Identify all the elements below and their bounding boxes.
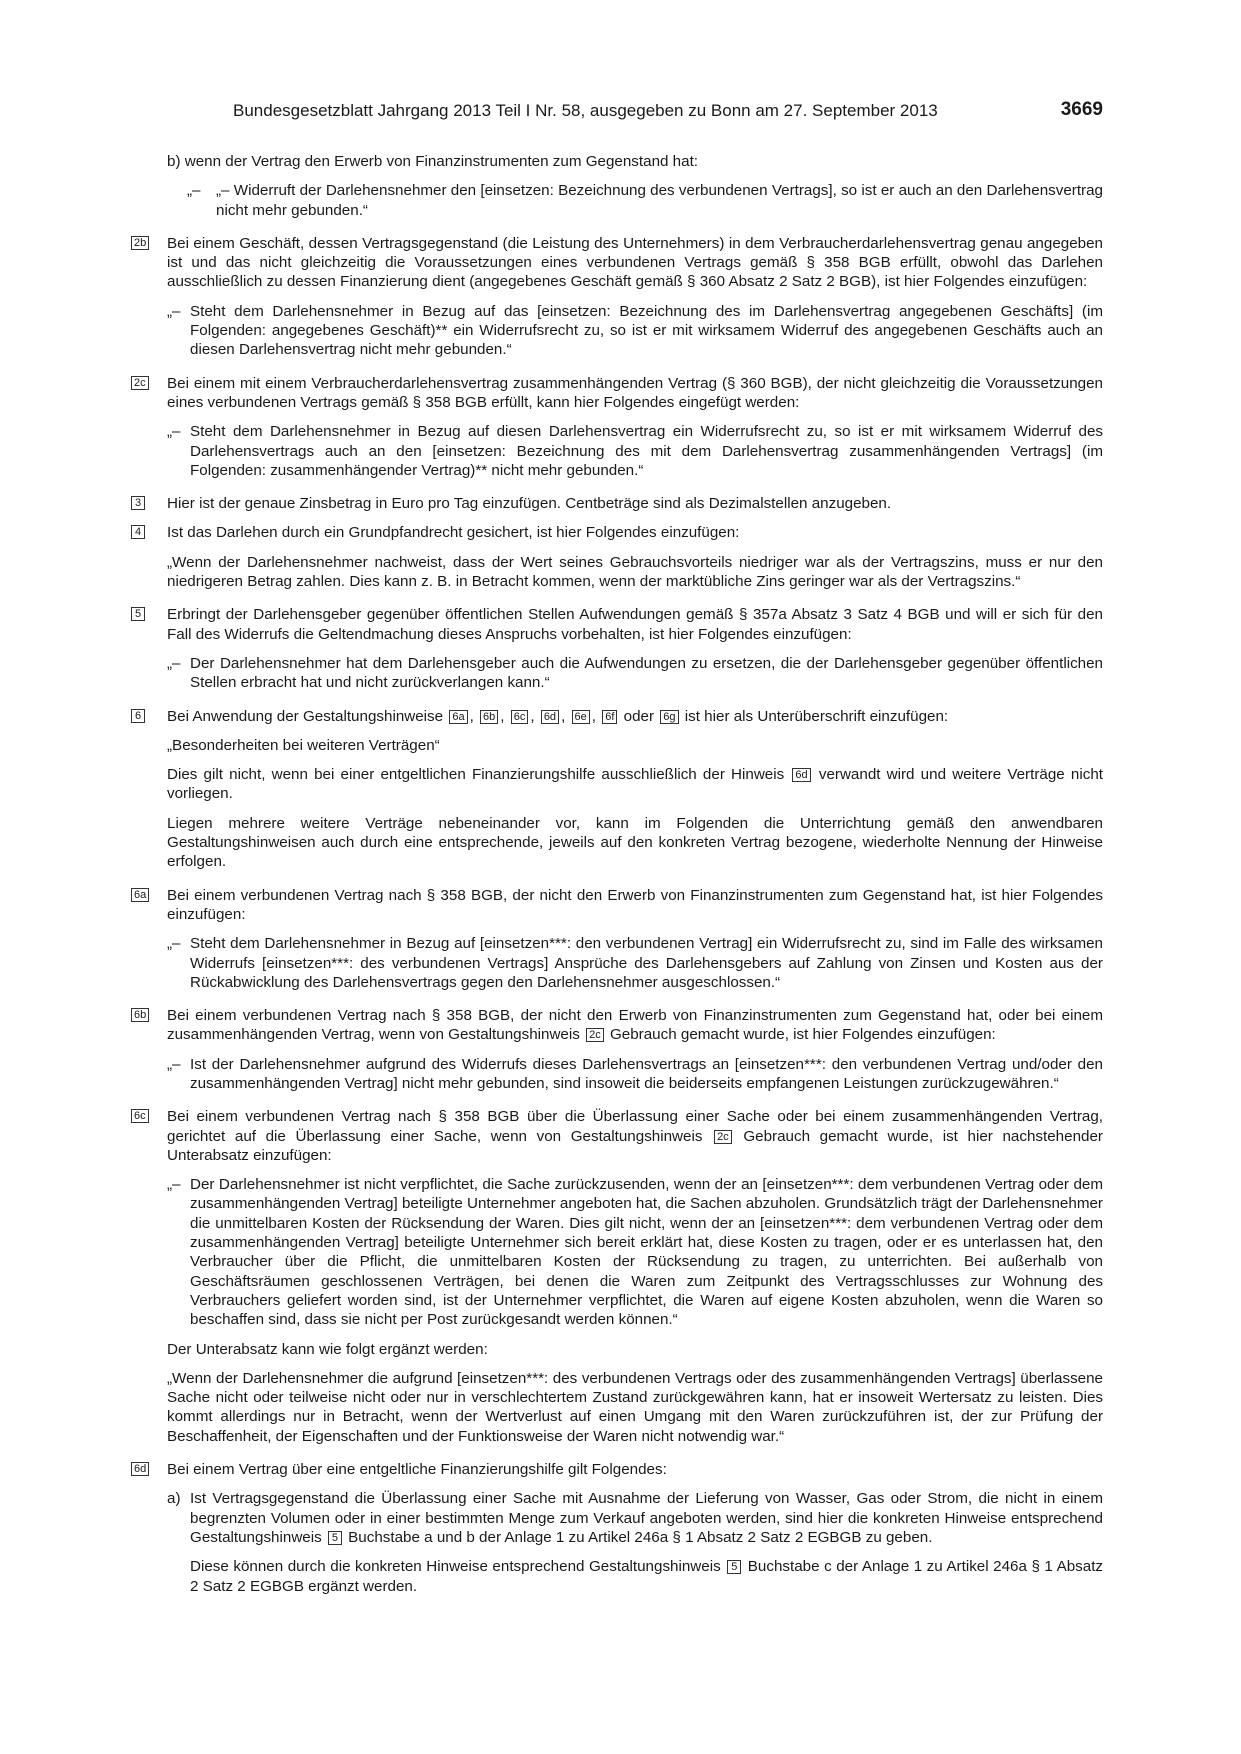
section-2c-text: Bei einem mit einem Verbraucherdarlehensvertrag zusammenhängenden Vertrag (§ 360 BGB), der nicht gleichzeitig die Voraussetzungen eines verbundenen Vertrags gemäß § 358 BGB erfüllt, kann hier Folgendes eingefügt werden: <box>167 374 1103 411</box>
section-2b <box>131 234 1103 292</box>
dash-mark: „– <box>167 654 181 672</box>
dash-mark: „– <box>167 1176 181 1194</box>
section-badge: 4 <box>131 525 145 539</box>
section-4-quote: „Wenn der Darlehensnehmer nachweist, dass der Wert seines Gebrauchsvorteils niedriger war als der Vertragszins, muss er nur den niedrigeren Betrag zahlen. Dies kann z. B. in Betracht kommen, wenn der marktübliche Zins geringer war als der Vertragszins.“ <box>167 553 1103 591</box>
section-2b-dash-text: Steht dem Darlehensnehmer in Bezug auf das [einsetzen: Bezeichnung des im Darlehensvertrag angegebenen Geschäfts] (im Folgenden: angegebenes Geschäft)** ein Widerrufsrecht zu, so ist er mit wirksamem Widerruf des angegebenen Geschäfts auch an diesen Darlehensvertrag nicht mehr gebunden.“ <box>190 302 1103 359</box>
section-6: 6 Bei Anwendung der Gestaltungshinweise 6a , 6b , 6c , 6d , 6e , 6f oder 6g ist hier als Unterüberschrift einzufügen: <box>131 707 1103 726</box>
section-6-lead: Bei Anwendung der Gestaltungshinweise <box>167 707 444 725</box>
section-6b-lead: Bei einem verbundenen Vertrag nach § 358 BGB, der nicht den Erwerb von Finanzinstrumenten zum Gegenstand hat, oder bei einem zusammenhängenden Vertrag, wenn von Gestaltungshinweis <box>167 1007 1103 1044</box>
item-a-mark: a) <box>167 1490 181 1508</box>
item-a2-lead: Diese können durch die konkreten Hinweise entsprechend Gestaltungshinweis <box>190 1558 721 1576</box>
section-6b-dash <box>167 1055 1103 1094</box>
dash-mark: „– <box>187 182 201 200</box>
section-5 <box>131 605 1103 644</box>
section-6c-dash <box>167 1175 1103 1329</box>
item-b-dash-text: „– Widerruft der Darlehensnehmer den [einsetzen: Bezeichnung des verbundenen Vertrags], so ist er auch an den Darlehensvertrag nicht mehr gebunden.“ <box>216 182 1103 219</box>
ref-badge: 6c <box>511 710 529 724</box>
section-4-text: Ist das Darlehen durch ein Grundpfandrecht gesichert, ist hier Folgendes einzufügen: <box>167 524 740 542</box>
page-number: 3669 <box>1060 99 1103 120</box>
section-6d-text: Bei einem Vertrag über eine entgeltliche Finanzierungshilfe gilt Folgendes: <box>167 1461 667 1479</box>
section-6a-text: Bei einem verbundenen Vertrag nach § 358 BGB, der nicht den Erwerb von Finanzinstrumenten zum Gegenstand hat, ist hier Folgendes einzufügen: <box>167 886 1103 923</box>
ref-badge: 2c <box>586 1028 604 1042</box>
ref-badge: 5 <box>727 1560 741 1574</box>
section-badge: 5 <box>131 607 145 621</box>
page-header <box>233 101 1103 125</box>
ref-badge: 2c <box>714 1130 732 1144</box>
section-6d-item-a-p2 <box>190 1557 1103 1596</box>
section-2b-dash <box>167 302 1103 360</box>
section-6-p3: Liegen mehrere weitere Verträge nebeneinander vor, kann im Folgenden die Unterrichtung gemäß den anwendbaren Gestaltungshinweisen auch durch eine entsprechende, jeweils auf den konkreten Vertrag bezogene, wiederholte Nennung der Hinweise erfolgen. <box>167 814 1103 871</box>
section-6d-item-a <box>167 1489 1103 1547</box>
section-6a <box>131 886 1103 925</box>
section-6d <box>131 1460 1103 1479</box>
section-5-dash <box>167 654 1103 693</box>
section-badge: 6d <box>131 1462 149 1476</box>
ref-badge: 6f <box>602 710 617 724</box>
dash-mark: „– <box>167 302 181 320</box>
section-4 <box>131 523 1103 542</box>
section-5-text: Erbringt der Darlehensgeber gegenüber öffentlichen Stellen Aufwendungen gemäß § 357a Absatz 3 Satz 4 BGB und will er sich für den Fall des Widerrufs die Geltendmachung dieses Anspruchs vorbehalten, ist hier Folgendes einzufügen: <box>167 606 1103 643</box>
ref-badge: 6g <box>660 710 678 724</box>
section-badge: 6 <box>131 709 145 723</box>
section-2c-dash-text: Steht dem Darlehensnehmer in Bezug auf diesen Darlehensvertrag ein Widerrufsrecht zu, so ist er mit wirksamem Widerruf des Darlehensvertrags auch an den [einsetzen: Bezeichnung des mit dem Darlehensvertrag zusammenhängenden Vertrags] (im Folgenden: zusammenhängender Vertrag)** nicht mehr gebunden.“ <box>190 423 1103 479</box>
section-2c-dash <box>167 422 1103 480</box>
section-6c-dash-text: Der Darlehensnehmer ist nicht verpflichtet, die Sache zurückzusenden, wenn der an [einsetzen***: dem verbundenen Vertrag oder dem zusammenhängenden Vertrag] beteiligte Unternehmer angeboten hat, die Sachen abzuholen. Grundsätzlich trägt der Darlehensnehmer die unmittelbaren Kosten der Rücksendung der Waren. Dies gilt nicht, wenn der an [einsetzen***: dem verbundenen Vertrag oder dem zusammenhängenden Vertrag] beteiligte Unternehmer sich bereit erklärt hat, diese Kosten zu tragen, oder er es unterlassen hat, den Verbraucher über die Pflicht, die unmittelbaren Kosten der Rücksendung zu tragen, zu unterrichten. Bei außerhalb von Geschäftsräumen geschlossenen Verträgen, bei denen die Waren zum Zeitpunkt des Vertragsschlusses zur Wohnung des Verbrauchers geliefert worden sind, ist der Unternehmer verpflichtet, die Waren auf eigene Kosten abzuholen, wenn die Waren so beschaffen sind, dass sie nicht per Post zurückgesandt werden können.“ <box>190 1176 1103 1329</box>
section-2c <box>131 374 1103 413</box>
section-3 <box>131 494 1103 513</box>
ref-badge: 6d <box>792 768 810 782</box>
section-6c-tail: Gebrauch gemacht wurde, ist hier nachstehender Unterabsatz einzufügen: <box>167 1127 1103 1164</box>
section-6c-p2: Der Unterabsatz kann wie folgt ergänzt werden: <box>167 1340 488 1358</box>
ref-badge: 6e <box>572 710 590 724</box>
item-b-intro: b) wenn der Vertrag den Erwerb von Finanzinstrumenten zum Gegenstand hat: <box>167 153 699 170</box>
section-badge: 6b <box>131 1008 149 1022</box>
ref-badge: 6a <box>449 710 467 724</box>
ref-badge: 6b <box>480 710 498 724</box>
item-a2-tail: Buchstabe c der Anlage 1 zu Artikel 246a § 1 Absatz 2 Satz 2 EGBGB ergänzt werden. <box>190 1558 1104 1595</box>
section-6b <box>131 1006 1103 1045</box>
item-a-lead: Ist Vertragsgegenstand die Überlassung einer Sache mit Ausnahme der Lieferung von Wasser, Gas oder Strom, die nicht in einem begrenzten Volumen oder in einer bestimmten Menge zum Verkauf angeboten werden, sind hier die konkreten Hinweise entsprechend Gestaltungshinweis <box>190 1490 1103 1546</box>
dash-mark: „– <box>167 935 181 953</box>
section-6c <box>131 1107 1103 1165</box>
ref-badge: 5 <box>328 1531 342 1545</box>
section-6a-dash-text: Steht dem Darlehensnehmer in Bezug auf [einsetzen***: den verbundenen Vertrag] ein Widerrufsrecht zu, sind im Falle des wirksamen Widerrufs [einsetzen***: des verbundenen Vertrags] Ansprüche des Darlehensgebers auf Zahlung von Zinsen und Kosten aus der Rückabwicklung des Darlehensvertrags gegen den Darlehensnehmer ausgeschlossen.“ <box>190 935 1103 991</box>
dash-mark: „– <box>167 423 181 441</box>
section-6b-dash-text: Ist der Darlehensnehmer aufgrund des Widerrufs dieses Darlehensvertrags an [einsetzen***: den verbundenen Vertrag und/oder den zusammenhängenden Vertrag] nicht mehr gebunden, sind insoweit die beiderseits empfangenen Leistungen zurückzugewähren.“ <box>190 1055 1103 1092</box>
section-3-text: Hier ist der genaue Zinsbetrag in Euro pro Tag einzufügen. Centbeträge sind als Dezimalstellen anzugeben. <box>167 495 892 513</box>
section-6b-tail: Gebrauch gemacht wurde, ist hier Folgendes einzufügen: <box>609 1026 996 1044</box>
header-title: Bundesgesetzblatt Jahrgang 2013 Teil I Nr. 58, ausgegeben zu Bonn am 27. September 2013 <box>233 101 938 120</box>
section-6-p2 <box>167 765 1103 804</box>
section-6-quote: „Besonderheiten bei weiteren Verträgen“ <box>167 736 440 754</box>
section-6-p2-tail: verwandt wird und weitere Verträge nicht vorliegen. <box>167 766 1103 803</box>
section-6c-lead: Bei einem verbundenen Vertrag nach § 358 BGB über die Überlassung einer Sache oder bei einem zusammenhängenden Vertrag, gerichtet auf die Überlassung einer Sache, wenn von Gestaltungshinweis <box>167 1108 1103 1145</box>
section-6-connector: oder <box>623 707 655 725</box>
section-6-tail: ist hier als Unterüberschrift einzufügen: <box>684 707 949 725</box>
section-badge: 6c <box>131 1109 149 1123</box>
section-2b-text: Bei einem Geschäft, dessen Vertragsgegenstand (die Leistung des Unternehmers) in dem Verbraucherdarlehensvertrag genau angegeben ist und das nicht gleichzeitig die Voraussetzungen eines verbundenen Vertrags gemäß § 358 BGB erfüllt, obwohl das Darlehen ausschließlich zu dessen Finanzierung dient (angegebenes Geschäft gemäß § 360 Absatz 2 Satz 2 BGB), ist hier Folgendes einzufügen: <box>167 234 1103 291</box>
section-badge: 6a <box>131 888 149 902</box>
section-6-p2-lead: Dies gilt nicht, wenn bei einer entgeltlichen Finanzierungshilfe ausschließlich der Hinweis <box>167 766 785 784</box>
dash-mark: „– <box>167 1055 181 1073</box>
page-content <box>131 152 1103 1606</box>
section-6c-quote: „Wenn der Darlehensnehmer die aufgrund [einsetzen***: des verbundenen Vertrags oder des zusammenhängenden Vertrags] überlassene Sache nicht oder teilweise nicht oder nur in verschlechtertem Zustand zurückgewähren kann, hat er insoweit Wertersatz zu leisten. Dies kommt allerdings nur in Betracht, wenn der Wertverlust auf einen Umgang mit den Waren zurückzuführen ist, der zur Prüfung der Beschaffenheit, der Eigenschaften und der Funktionsweise der Waren nicht notwendig war.“ <box>167 1369 1103 1445</box>
ref-badge: 6d <box>541 710 559 724</box>
section-6a-dash <box>167 934 1103 992</box>
section-badge: 2b <box>131 236 149 250</box>
item-a-tail: Buchstabe a und b der Anlage 1 zu Artikel 246a § 1 Absatz 2 Satz 2 EGBGB zu geben. <box>348 1528 933 1546</box>
item-b-dash <box>187 181 1103 220</box>
section-5-dash-text: Der Darlehensnehmer hat dem Darlehensgeber auch die Aufwendungen zu ersetzen, die der Darlehensgeber gegenüber öffentlichen Stellen erbracht hat und nicht zurückverlangen kann.“ <box>190 654 1103 692</box>
section-badge: 2c <box>131 376 149 390</box>
section-badge: 3 <box>131 496 145 510</box>
